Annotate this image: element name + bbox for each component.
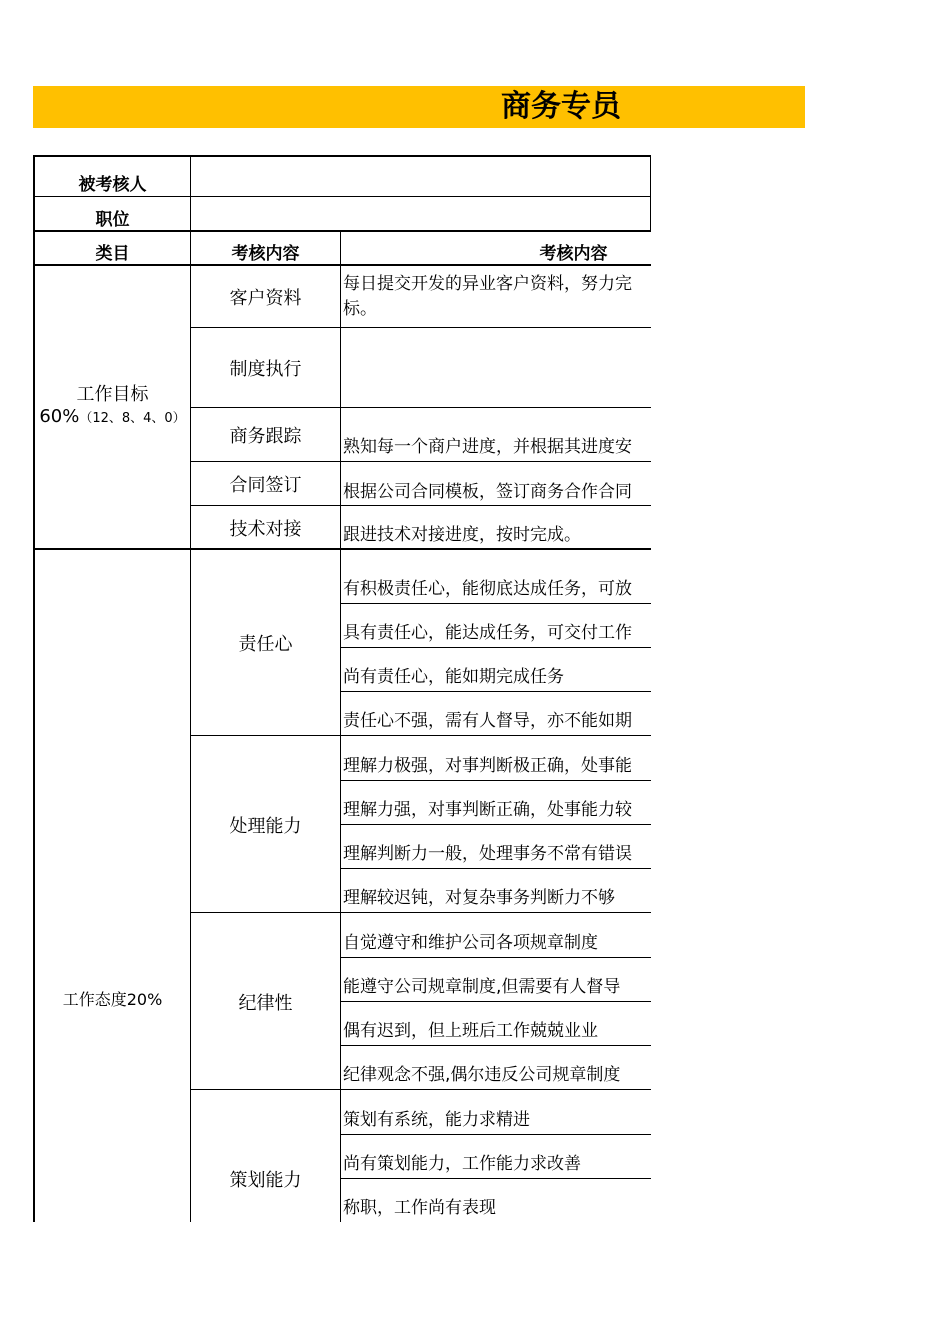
- item-name: 商务跟踪: [229, 426, 302, 447]
- item-name: 合同签订: [229, 475, 302, 496]
- item-content-line: 能遵守公司规章制度,但需要有人督导: [343, 977, 621, 997]
- item-content-line: 具有责任心，能达成任务，可交付工作: [343, 623, 632, 643]
- page-title: 商务专员: [501, 89, 621, 124]
- item-content-line: 纪律观念不强,偶尔违反公司规章制度: [343, 1065, 621, 1085]
- line-divider: [340, 603, 651, 604]
- table-left-border: [33, 155, 35, 1222]
- item-name: 处理能力: [229, 815, 302, 837]
- line-divider: [340, 1178, 651, 1179]
- item-content-line: 每日提交开发的异业客户资料，努力完: [343, 274, 632, 294]
- position-value[interactable]: [191, 197, 650, 230]
- item-content-line: 自觉遵守和维护公司各项规章制度: [343, 933, 598, 953]
- item-name: 责任心: [238, 634, 293, 655]
- item-content-line: 偶有迟到，但上班后工作兢兢业业: [343, 1021, 598, 1041]
- item-content-line: 尚有策划能力，工作能力求改善: [343, 1154, 581, 1174]
- section-work-goals: [35, 380, 190, 440]
- item-content-line: 理解较迟钝，对复杂事务判断力不够: [343, 888, 615, 908]
- item-content-line: 理解力强，对事判断正确，处事能力较: [343, 800, 632, 820]
- line-divider: [340, 1134, 651, 1135]
- section-work-attitude: 工作态度20%: [62, 989, 163, 1009]
- item-content-line: 标。: [343, 299, 377, 319]
- weight-value: 60%: [39, 406, 80, 427]
- line-divider: [340, 868, 651, 869]
- line-divider: [340, 824, 651, 825]
- evaluatee-value[interactable]: [191, 157, 650, 196]
- item-content-line: 策划有系统，能力求精进: [343, 1110, 530, 1130]
- item-content-line: [341, 355, 651, 380]
- line-divider: [340, 647, 651, 648]
- item-name: 策划能力: [229, 1169, 302, 1191]
- item-content-line: 有积极责任心，能彻底达成任务，可放: [343, 579, 632, 599]
- item-name: 技术对接: [229, 519, 302, 540]
- section-weight: [35, 406, 190, 427]
- line-divider: [340, 780, 651, 781]
- item-content-line: 熟知每一个商户进度，并根据其进度安: [343, 437, 632, 457]
- item-content-line: 根据公司合同模板，签订商务合作合同: [343, 482, 632, 502]
- evaluatee-label: 被考核人: [78, 174, 147, 195]
- header-category: 类目: [95, 243, 130, 264]
- item-content-line: 理解力极强，对事判断极正确，处事能: [343, 756, 632, 776]
- line-divider: [340, 691, 651, 692]
- item-content-line: 尚有责任心，能如期完成任务: [343, 667, 564, 687]
- item-content-line: 理解判断力一般，处理事务不常有错误: [343, 844, 632, 864]
- item-content-line: 跟进技术对接进度，按时完成。: [343, 525, 581, 545]
- section-divider: [33, 548, 651, 550]
- section-title: 工作目标: [76, 384, 149, 405]
- row-divider: [33, 264, 651, 266]
- item-content-line: 称职，工作尚有表现: [343, 1198, 496, 1218]
- item-name: 制度执行: [229, 359, 302, 380]
- column-divider: [650, 155, 651, 230]
- points-scale: （12、8、4、0）: [79, 411, 186, 426]
- position-label: 职位: [95, 209, 130, 230]
- item-name: 纪律性: [238, 992, 293, 1014]
- header-item: 考核内容: [231, 243, 300, 264]
- line-divider: [340, 1001, 651, 1002]
- line-divider: [340, 1045, 651, 1046]
- header-content: 考核内容: [539, 243, 608, 264]
- item-name: 客户资料: [229, 288, 302, 309]
- line-divider: [340, 957, 651, 958]
- item-content-line: 责任心不强，需有人督导，亦不能如期: [343, 711, 632, 731]
